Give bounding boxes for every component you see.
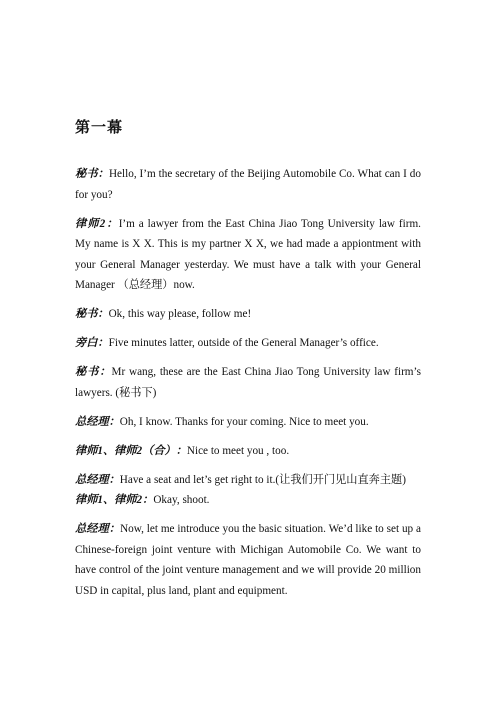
dialogue-line <box>75 164 421 205</box>
speaker-separator: ： <box>97 168 109 180</box>
speaker-separator: ： <box>105 217 119 230</box>
speaker-label: 总经理 <box>75 523 109 535</box>
dialogue-text: Hello, I’m the secretary of the Beijing Automobile Co. What can I do for you? <box>75 168 421 201</box>
speaker-label: 律师1、律师2 <box>75 494 143 506</box>
dialogue-text: Have a seat and let’s get right to it.(让我们开门见山直奔主题) <box>119 473 406 486</box>
speaker-label: 总经理 <box>75 415 109 428</box>
page-title: 第一幕 <box>75 120 124 136</box>
speaker-label: 律师1、律师2（合） <box>75 444 176 457</box>
dialogue-text: Five minutes latter, outside of the General Manager’s office. <box>108 337 379 349</box>
speaker-separator: ： <box>108 473 120 486</box>
dialogue-line <box>75 214 421 296</box>
speaker-label: 律师2 <box>75 217 106 230</box>
dialogue-line <box>75 519 421 601</box>
dialogue-body <box>75 164 421 610</box>
speaker-label: 总经理 <box>75 473 109 486</box>
speaker-label: 旁白 <box>75 337 98 349</box>
speaker-separator: ： <box>142 494 154 506</box>
speaker-separator: ： <box>99 366 112 378</box>
dialogue-line <box>75 441 421 462</box>
speaker-label: 秘书 <box>75 366 100 378</box>
dialogue-text: Ok, this way please, follow me! <box>108 308 252 320</box>
speaker-separator: ： <box>108 415 120 428</box>
dialogue-line <box>75 470 421 511</box>
dialogue-line <box>75 333 421 354</box>
dialogue-text: Nice to meet you , too. <box>186 444 290 457</box>
speaker-separator: ： <box>108 523 121 535</box>
speaker-label: 秘书 <box>75 168 98 180</box>
dialogue-text: Now, let me introduce you the basic situation. We’d like to set up a Chinese-foreign joint venture with Michigan Automobile Co. We want to have control of the joint venture management and we will provide 20 million USD in capital, plus land, plant and equipment. <box>75 523 421 597</box>
dialogue-line <box>75 304 421 325</box>
dialogue-line <box>75 362 421 403</box>
speaker-label: 秘书 <box>75 308 98 320</box>
dialogue-line <box>75 412 421 433</box>
speaker-separator: ： <box>97 308 109 320</box>
dialogue-text: Okay, shoot. <box>153 494 210 506</box>
dialogue-text: Mr wang, these are the East China Jiao Tong University law firm’s lawyers. (秘书下) <box>75 366 421 399</box>
dialogue-text: Oh, I know. Thanks for your coming. Nice to meet you. <box>119 415 369 428</box>
speaker-separator: ： <box>97 337 109 349</box>
dialogue-text: I’m a lawyer from the East China Jiao Tong University law firm. My name is X X. This is my partner X X, we had made a appiontment with your General Manager yesterday. We must have a talk with your General Manager （总经理）now. <box>75 217 421 291</box>
speaker-separator: ： <box>175 444 187 457</box>
